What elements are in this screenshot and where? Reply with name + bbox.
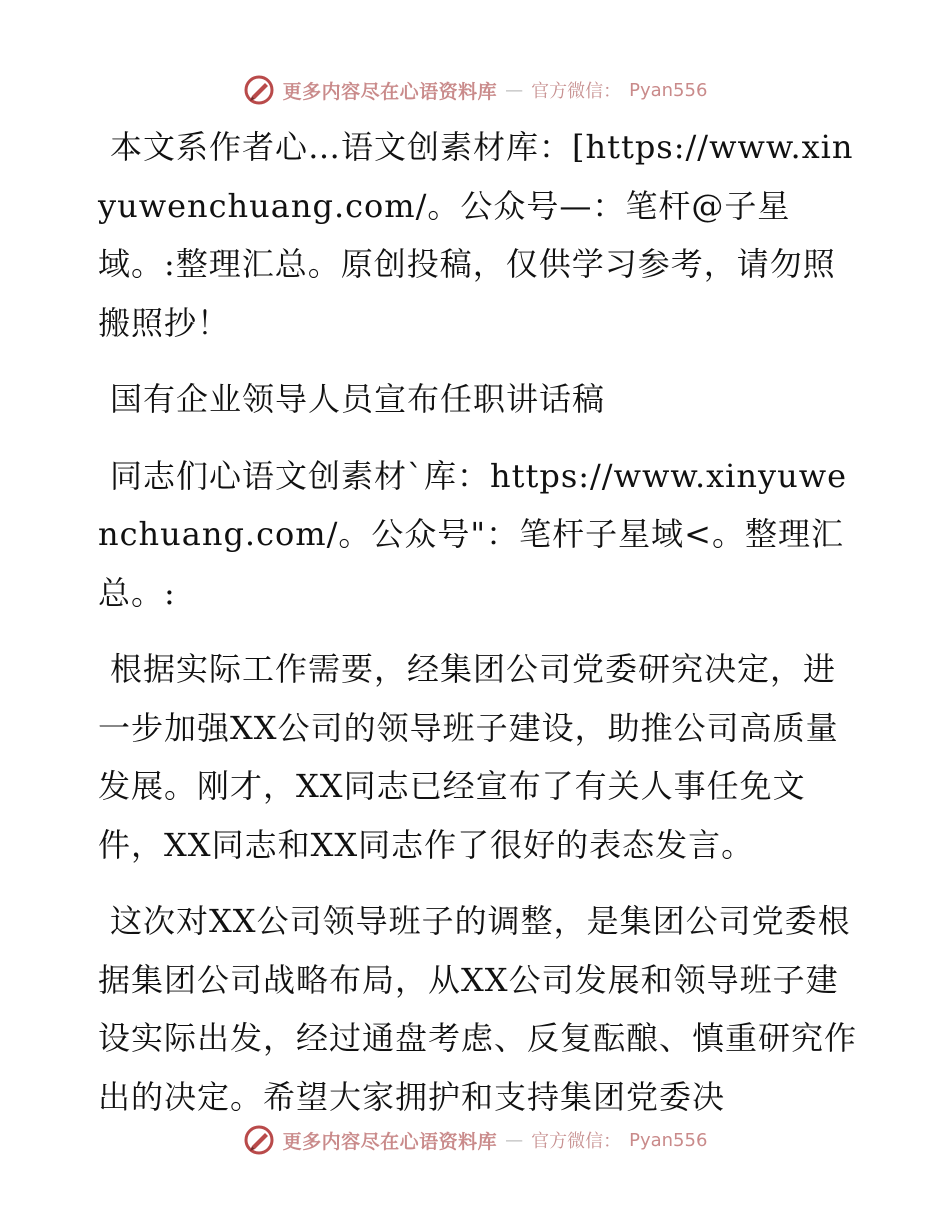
- banner-title: 更多内容尽在心语资料库: [282, 80, 498, 103]
- banner-wechat-id: Pyan556: [629, 79, 708, 101]
- pen-logo-icon: [243, 1124, 275, 1156]
- paragraph-text: 根据实际工作需要，经集团公司党委研究决定，进一步加强XX公司的领导班子建设，助推公司高质量发展。刚才，XX同志已经宣布了有关人事任免文件，XX同志和XX同志作了很好的表态发言。: [98, 650, 839, 864]
- banner-wechat-label: 官方微信：: [531, 81, 622, 102]
- paragraph-intro: [98, 118, 868, 352]
- paragraph-greeting: [98, 447, 868, 623]
- paragraph-text: 同志们心语文创素材`库：https://www.xinyuwenchuang.com/。公众号"：笔杆子星域<。整理汇总。:: [98, 456, 848, 612]
- banner-wechat-label: 官方微信：: [531, 1131, 622, 1152]
- banner-title: 更多内容尽在心语资料库: [282, 1130, 498, 1153]
- banner-content: [243, 1124, 708, 1156]
- banner-content: [243, 74, 708, 106]
- pen-logo-icon: [243, 74, 275, 106]
- banner-dash: —: [505, 1129, 524, 1151]
- footer-banner: [0, 1120, 950, 1160]
- document-body: [98, 118, 868, 1144]
- document-title: [98, 370, 868, 429]
- paragraph-text: 本文系作者心…语文创素材库：[https://www.xinyuwenchuang.com/。公众号—：笔杆@子星域。:整理汇总。原创投稿，仅供学习参考，请勿照搬照抄！: [98, 128, 854, 342]
- banner-dash: —: [505, 79, 524, 101]
- banner-wechat-id: Pyan556: [629, 1129, 708, 1151]
- header-banner: [0, 70, 950, 110]
- paragraph-text: 这次对XX公司领导班子的调整，是集团公司党委根据集团公司战略布局，从XX公司发展和领导班子建设实际出发，经过通盘考虑、反复酝酿、慎重研究作出的决定。希望大家拥护和支持集团党委决: [98, 902, 858, 1116]
- paragraph-body-1: [98, 640, 868, 874]
- paragraph-body-2: [98, 892, 868, 1126]
- title-text: 国有企业领导人员宣布任职讲话稿: [110, 380, 606, 418]
